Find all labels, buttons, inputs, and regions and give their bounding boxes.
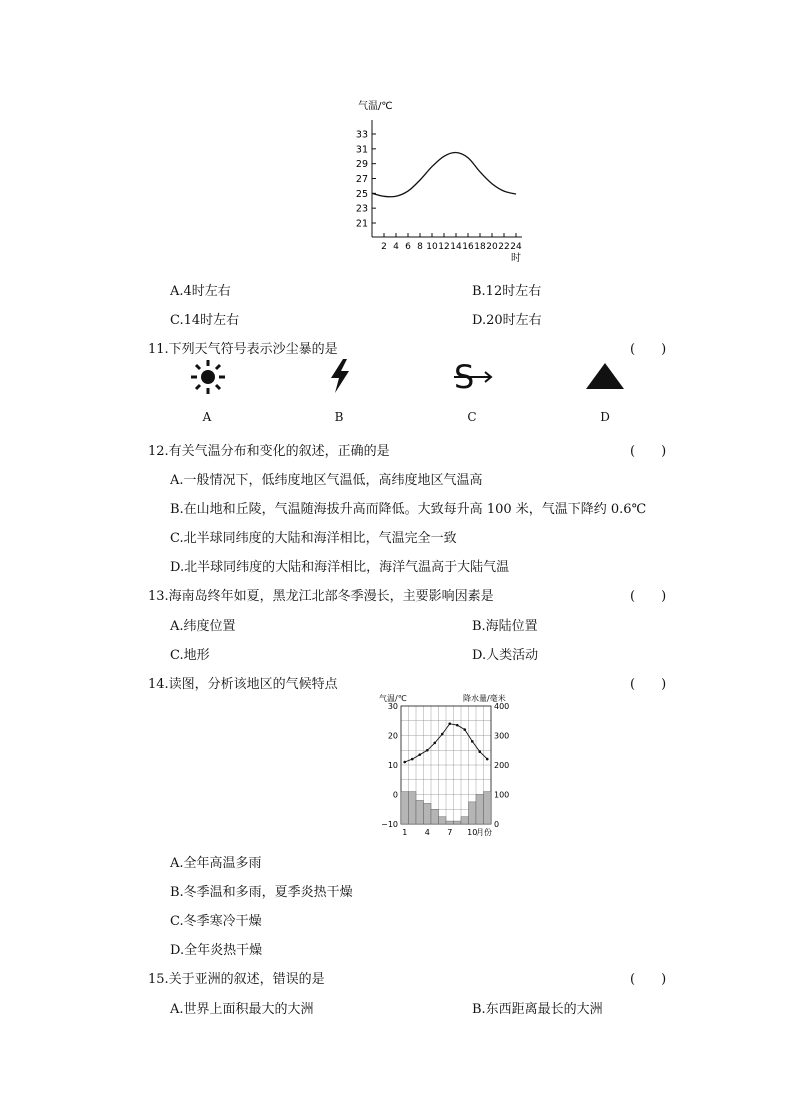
- climate-ytick-label: 0: [392, 790, 398, 800]
- chart1-x-unit: 时: [511, 253, 521, 264]
- chart1-ytick-label: 31: [355, 144, 368, 156]
- temperature-point: [441, 733, 444, 736]
- q15-answer-paren[interactable]: ( ): [630, 972, 667, 987]
- q12-answer-paren[interactable]: ( ): [630, 444, 667, 459]
- climate-ytick-label: 30: [387, 702, 398, 711]
- q13-option-a[interactable]: A.纬度位置: [170, 619, 236, 634]
- temperature-curve: [372, 152, 516, 196]
- precipitation-bar: [461, 817, 469, 824]
- lightning-icon[interactable]: [327, 358, 353, 394]
- q11-label-d: D: [600, 410, 610, 424]
- sun-icon[interactable]: [190, 359, 226, 395]
- chart1-xtick-label: 6: [405, 242, 411, 252]
- climate-y2tick-label: 100: [494, 790, 510, 800]
- q13-answer-paren[interactable]: ( ): [630, 589, 667, 604]
- precipitation-bar: [484, 792, 492, 824]
- climate-ytick-label: 20: [387, 731, 398, 741]
- climate-y2tick-label: 200: [494, 761, 510, 770]
- q14-option-b[interactable]: B.冬季温和多雨，夏季炎热干燥: [170, 885, 353, 900]
- q15-stem: 15.关于亚洲的叙述，错误的是: [148, 972, 325, 987]
- q14-option-c[interactable]: C.冬季寒冷干燥: [170, 914, 262, 929]
- chart1-xtick-label: 22: [498, 242, 510, 252]
- chart1-xtick-label: 16: [462, 242, 474, 252]
- q10-option-b[interactable]: B.12时左右: [472, 284, 542, 299]
- q11-label-c: C: [467, 410, 477, 424]
- triangle-icon[interactable]: [585, 362, 625, 390]
- q10-option-a[interactable]: A.4时左右: [170, 284, 231, 299]
- sandstorm-icon-letter: S: [454, 358, 475, 394]
- climate-xtick-label: 1: [402, 828, 408, 837]
- precipitation-bar: [469, 802, 477, 824]
- q13-option-d[interactable]: D.人类活动: [472, 648, 539, 663]
- temperature-point: [403, 761, 406, 764]
- chart1-xtick-label: 8: [417, 242, 423, 252]
- q14-answer-paren[interactable]: ( ): [630, 677, 667, 692]
- precipitation-bar: [424, 803, 432, 824]
- precipitation-bar: [409, 792, 417, 824]
- chart1-ytick-label: 33: [355, 129, 368, 141]
- climate-ylabel: 气温/℃: [379, 694, 407, 703]
- chart1-xtick-label: 24: [510, 242, 522, 252]
- chart1-xtick-label: 20: [486, 242, 498, 252]
- temperature-point: [411, 758, 414, 761]
- chart1-xtick-label: 2: [381, 242, 387, 252]
- climate-xtick-label: 4: [424, 828, 430, 837]
- q10-option-c[interactable]: C.14时左右: [170, 313, 240, 328]
- temperature-point: [471, 740, 474, 743]
- q13-stem: 13.海南岛终年如夏，黑龙江北部冬季漫长，主要影响因素是: [148, 589, 494, 604]
- q12-option-d[interactable]: D.北半球同纬度的大陆和海洋相比，海洋气温高于大陆气温: [170, 560, 510, 575]
- climate-y2tick-label: 300: [494, 731, 510, 741]
- q14-option-d[interactable]: D.全年炎热干燥: [170, 943, 263, 958]
- temperature-point: [463, 728, 466, 731]
- chart1-ytick-label: 29: [355, 159, 368, 171]
- chart1-xtick-label: 10: [426, 242, 438, 252]
- chart1-xtick-label: 14: [450, 242, 462, 252]
- precipitation-bar: [431, 809, 439, 824]
- chart1-ytick-label: 27: [355, 174, 368, 185]
- q10-option-d[interactable]: D.20时左右: [472, 313, 542, 328]
- precipitation-bar: [439, 817, 447, 824]
- precipitation-bar: [401, 792, 409, 824]
- q12-stem: 12.有关气温分布和变化的叙述，正确的是: [148, 444, 390, 459]
- q15-option-b[interactable]: B.东西距离最长的大洲: [472, 1002, 603, 1017]
- q14-option-a[interactable]: A.全年高温多雨: [170, 856, 262, 871]
- precipitation-bar: [476, 795, 484, 825]
- climate-y2tick-label: 0: [494, 820, 500, 829]
- temperature-point: [433, 742, 436, 745]
- q15-option-a[interactable]: A.世界上面积最大的大洲: [170, 1002, 314, 1017]
- q11-label-b: B: [334, 410, 344, 424]
- chart1-ytick-label: 23: [355, 203, 368, 215]
- q13-option-c[interactable]: C.地形: [170, 648, 210, 663]
- q11-answer-paren[interactable]: ( ): [630, 342, 667, 357]
- climate-xtick-label: 7: [447, 828, 453, 837]
- q14-stem: 14.读图，分析该地区的气候特点: [148, 677, 338, 692]
- temperature-point: [478, 750, 481, 753]
- precipitation-bar: [446, 821, 454, 824]
- chart1-ylabel: 气温/℃: [358, 101, 393, 112]
- q12-option-b[interactable]: B.在山地和丘陵，气温随海拔升高而降低。大致每升高 100 米，气温下降约 0.6℃: [170, 502, 647, 517]
- chart1-ytick-label: 25: [355, 188, 368, 200]
- temperature-point: [418, 753, 421, 756]
- climate-chart: [375, 692, 515, 840]
- chart1-xtick-label: 4: [393, 242, 399, 252]
- climate-ytick-label: 10: [387, 761, 398, 770]
- temperature-point: [448, 722, 451, 725]
- chart1-ytick-label: 21: [355, 218, 368, 230]
- q11-label-a: A: [202, 410, 212, 424]
- q12-option-a[interactable]: A.一般情况下，低纬度地区气温低，高纬度地区气温高: [170, 473, 483, 488]
- temperature-point: [456, 724, 459, 727]
- climate-xlabel: 月份: [476, 828, 492, 837]
- temperature-point: [426, 749, 429, 752]
- chart1-xtick-label: 18: [474, 242, 486, 252]
- sandstorm-icon[interactable]: [452, 358, 496, 394]
- q13-option-b[interactable]: B.海陆位置: [472, 619, 538, 634]
- precipitation-bar: [454, 821, 462, 824]
- chart1-xtick-label: 12: [438, 242, 450, 252]
- climate-y2tick-label: 400: [494, 702, 510, 711]
- climate-ytick-label: −10: [381, 820, 398, 829]
- climate-xtick-label: 10: [467, 828, 478, 837]
- q11-stem: 11.下列天气符号表示沙尘暴的是: [148, 342, 338, 357]
- q12-option-c[interactable]: C.北半球同纬度的大陆和海洋相比，气温完全一致: [170, 531, 457, 546]
- temperature-point: [486, 758, 489, 761]
- daily-temperature-chart: [350, 96, 540, 266]
- precipitation-bar: [416, 800, 424, 824]
- climate-y2label: 降水量/毫米: [463, 694, 506, 703]
